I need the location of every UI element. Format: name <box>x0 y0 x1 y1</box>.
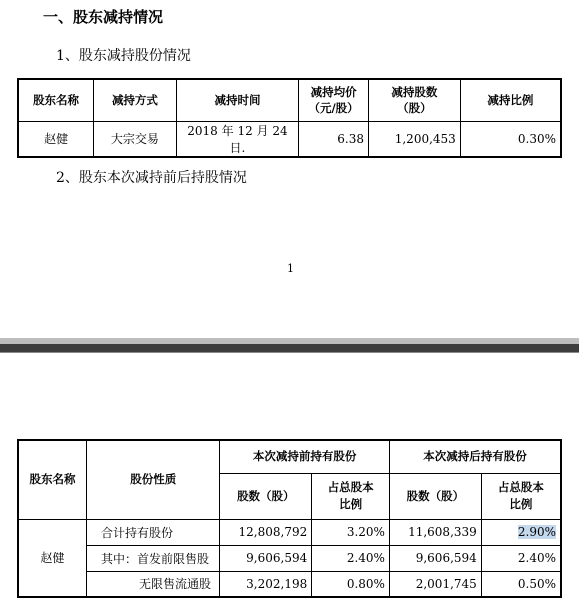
header-avg-price-line2: （元/股） <box>308 101 359 116</box>
header-shares <box>368 79 460 121</box>
cell-after-shares: 2,001,745 <box>389 571 481 597</box>
cell-before-shares: 9,606,594 <box>220 545 312 571</box>
header-after-ratio <box>481 473 561 519</box>
header-before-shares: 股数（股） <box>220 473 312 519</box>
header-before-ratio <box>312 473 390 519</box>
subsection-heading-holdings: 2、股东本次减持前后持股情况 <box>56 170 247 186</box>
table-row <box>18 545 561 571</box>
header-after-ratio-line2: 比例 <box>509 497 533 511</box>
holdings-table <box>17 439 562 598</box>
highlighted-text[interactable]: 2.90% <box>517 525 556 539</box>
cell-before-shares: 12,808,792 <box>220 519 312 545</box>
cell-avg-price: 6.38 <box>299 121 369 157</box>
table-header-row <box>18 79 561 121</box>
table-header-row <box>18 440 561 473</box>
header-after-ratio-line1: 占总股本 <box>497 480 544 494</box>
header-holder-name: 股东名称 <box>18 440 87 519</box>
header-avg-price <box>299 79 369 121</box>
page-separator-dark <box>0 344 579 352</box>
table-row <box>18 571 561 597</box>
header-share-type: 股份性质 <box>87 440 220 519</box>
reduction-table <box>17 78 562 158</box>
page-separator-line <box>0 352 579 353</box>
cell-ratio: 0.30% <box>460 121 561 157</box>
table-row <box>18 519 561 545</box>
header-shares-line1: 减持股数 <box>391 85 438 100</box>
cell-shares: 1,200,453 <box>368 121 460 157</box>
cell-share-type: 无限售流通股 <box>87 571 220 597</box>
header-after-group: 本次减持后持有股份 <box>389 440 561 473</box>
cell-holder-name: 赵健 <box>18 519 87 597</box>
cell-method: 大宗交易 <box>94 121 177 157</box>
cell-before-ratio: 2.40% <box>312 545 390 571</box>
header-before-group: 本次减持前持有股份 <box>220 440 390 473</box>
header-before-ratio-line2: 比例 <box>339 497 363 511</box>
section-heading: 一、股东减持情况 <box>43 8 164 26</box>
cell-after-shares: 11,608,339 <box>389 519 481 545</box>
cell-time: 2018 年 12 月 24 日. <box>176 121 298 157</box>
header-avg-price-line1: 减持均价 <box>310 85 357 100</box>
header-holder-name: 股东名称 <box>18 79 94 121</box>
header-ratio: 减持比例 <box>460 79 561 121</box>
header-after-shares: 股数（股） <box>389 473 481 519</box>
page-number: 1 <box>287 262 294 275</box>
cell-after-shares: 9,606,594 <box>389 545 481 571</box>
cell-before-ratio: 0.80% <box>312 571 390 597</box>
subsection-heading-reduction: 1、股东减持股份情况 <box>56 48 191 64</box>
header-before-ratio-line1: 占总股本 <box>327 480 374 494</box>
header-method: 减持方式 <box>94 79 177 121</box>
table-row <box>18 121 561 157</box>
cell-before-ratio: 3.20% <box>312 519 390 545</box>
cell-after-ratio: 2.40% <box>481 545 561 571</box>
cell-before-shares: 3,202,198 <box>220 571 312 597</box>
cell-share-type: 其中：首发前限售股 <box>87 545 220 571</box>
header-shares-line2: （股） <box>397 101 432 116</box>
header-time: 减持时间 <box>176 79 298 121</box>
cell-after-ratio <box>481 519 561 545</box>
cell-share-type: 合计持有股份 <box>87 519 220 545</box>
cell-holder-name: 赵健 <box>18 121 94 157</box>
cell-after-ratio: 0.50% <box>481 571 561 597</box>
